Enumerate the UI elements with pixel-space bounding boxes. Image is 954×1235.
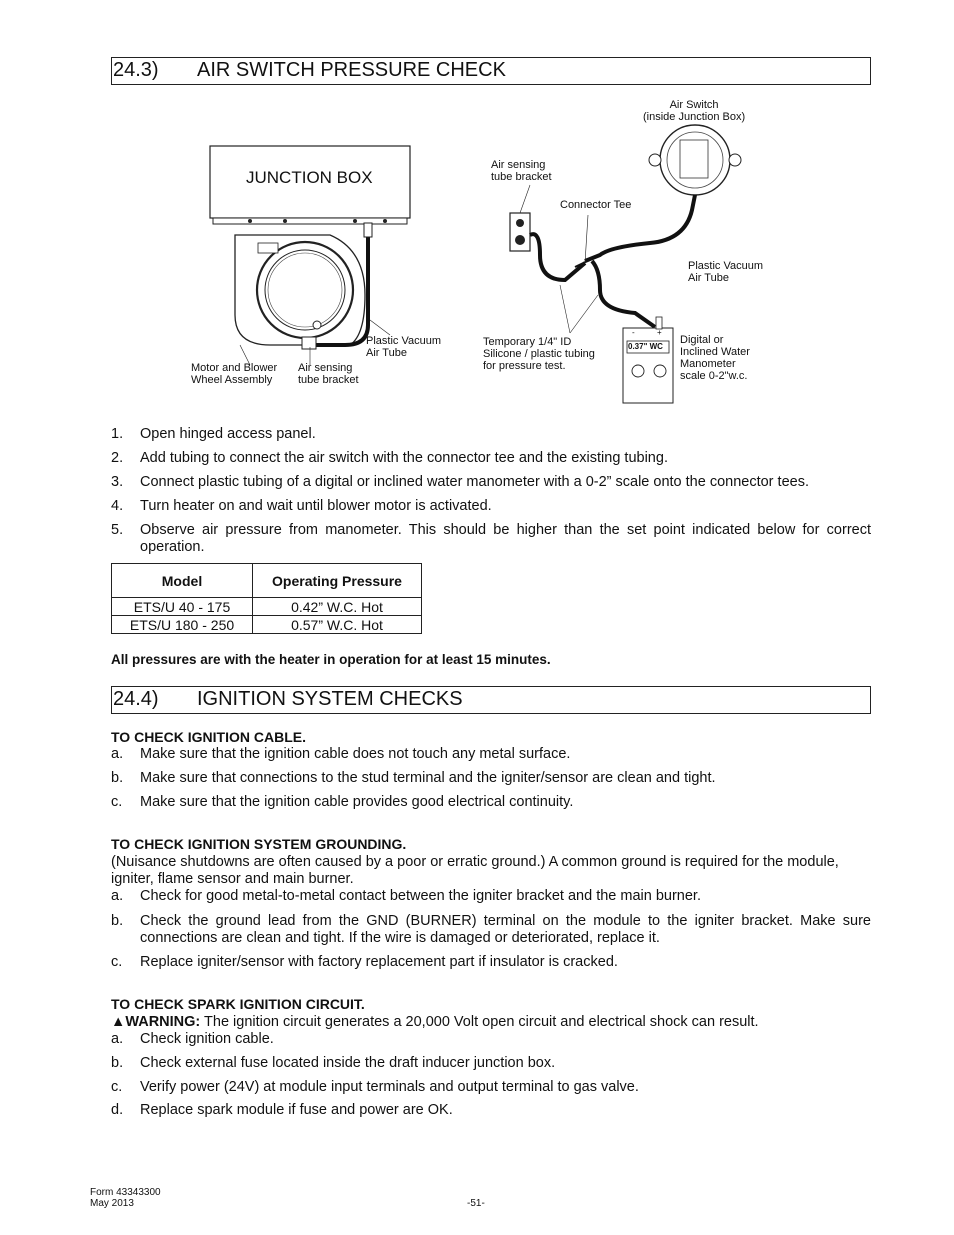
junction-box-label: JUNCTION BOX bbox=[246, 168, 373, 187]
footer-date: May 2013 bbox=[90, 1198, 134, 1209]
table-row: ETS/U 180 - 250 0.57” W.C. Hot bbox=[112, 616, 422, 634]
list-item: a. Check for good metal-to-metal contact between the igniter bracket and the main burner. bbox=[111, 888, 701, 904]
motor-blower-label: Motor and Blower Wheel Assembly bbox=[191, 362, 278, 386]
air-switch-diagram bbox=[180, 95, 800, 405]
section-title: AIR SWITCH PRESSURE CHECK bbox=[197, 59, 506, 81]
section-number: 24.3) bbox=[113, 59, 159, 81]
section-header-24-4 bbox=[111, 686, 871, 714]
manometer-label: Digital or Inclined Water Manometer scale 0-2"w.c. bbox=[680, 334, 750, 382]
connector-tee-label: Connector Tee bbox=[560, 199, 632, 211]
plastic-tube-label-right: Plastic Vacuum Air Tube bbox=[688, 260, 763, 284]
table-header-pressure: Operating Pressure bbox=[253, 564, 422, 598]
junction-box bbox=[213, 146, 407, 218]
step-item: 1. Open hinged access panel. bbox=[111, 426, 316, 442]
temporary-tubing-label: Temporary 1/4" ID Silicone / plastic tubing for pressure test. bbox=[483, 336, 595, 372]
list-item: c. Replace igniter/sensor with factory replacement part if insulator is cracked. bbox=[111, 954, 618, 970]
warning-label: ▲WARNING: bbox=[111, 1014, 201, 1030]
plastic-tube-label-left: Plastic Vacuum Air Tube bbox=[366, 335, 441, 359]
list-item: d. Replace spark module if fuse and power are OK. bbox=[111, 1102, 453, 1118]
section-number: 24.4) bbox=[113, 688, 159, 710]
spark-warning bbox=[111, 1014, 871, 1031]
grounding-intro: (Nuisance shutdowns are often caused by a poor or erratic ground.) A common ground is required for the module, igniter, flame sensor and main burner. bbox=[111, 854, 839, 887]
step-item: 5. Observe air pressure from manometer. This should be higher than the set point indicated below for correct operation. bbox=[111, 522, 871, 555]
subheading-grounding: TO CHECK IGNITION SYSTEM GROUNDING. bbox=[111, 836, 407, 852]
page-number: -51- bbox=[467, 1198, 485, 1209]
table-row: ETS/U 40 - 175 0.42” W.C. Hot bbox=[112, 598, 422, 616]
section-title: IGNITION SYSTEM CHECKS bbox=[197, 688, 463, 710]
section-header-24-3 bbox=[111, 57, 871, 85]
list-item: b. Make sure that connections to the stud terminal and the igniter/sensor are clean and tight. bbox=[111, 770, 716, 786]
pressure-note: All pressures are with the heater in operation for at least 15 minutes. bbox=[111, 652, 551, 667]
list-item: b. Check the ground lead from the GND (BURNER) terminal on the module to the igniter bracket. Make sure connections are clean and tight. If the wire is damaged or deteriorated, replace it. bbox=[111, 913, 871, 946]
manometer-display: 0.37" WC bbox=[628, 342, 663, 351]
subheading-spark: TO CHECK SPARK IGNITION CIRCUIT. bbox=[111, 996, 365, 1012]
step-item: 3. Connect plastic tubing of a digital or inclined water manometer with a 0-2” scale onto the connector tees. bbox=[111, 474, 809, 490]
footer-form: Form 43343300 bbox=[90, 1187, 161, 1198]
air-sensing-bracket-label-right: Air sensing tube bracket bbox=[491, 159, 552, 183]
step-item: 2. Add tubing to connect the air switch with the connector tee and the existing tubing. bbox=[111, 450, 668, 466]
table-header-row bbox=[112, 564, 422, 598]
list-item: a. Check ignition cable. bbox=[111, 1031, 274, 1047]
list-item: a. Make sure that the ignition cable does not touch any metal surface. bbox=[111, 746, 571, 762]
list-item: c. Make sure that the ignition cable provides good electrical continuity. bbox=[111, 794, 574, 810]
list-item: c. Verify power (24V) at module input terminals and output terminal to gas valve. bbox=[111, 1079, 639, 1095]
air-switch-label: Air Switch (inside Junction Box) bbox=[643, 99, 746, 123]
manometer-minus: - bbox=[632, 328, 635, 337]
manometer-plus: + bbox=[657, 328, 662, 337]
footer-form-info bbox=[90, 1187, 161, 1209]
step-item: 4. Turn heater on and wait until blower motor is activated. bbox=[111, 498, 492, 514]
air-sensing-bracket-label-left: Air sensing tube bracket bbox=[298, 362, 359, 386]
list-item: b. Check external fuse located inside the draft inducer junction box. bbox=[111, 1055, 556, 1071]
warning-text: The ignition circuit generates a 20,000 Volt open circuit and electrical shock can result. bbox=[200, 1014, 759, 1030]
operating-pressure-table bbox=[111, 563, 422, 634]
subheading-ignition-cable: TO CHECK IGNITION CABLE. bbox=[111, 729, 306, 745]
table-header-model: Model bbox=[112, 564, 253, 598]
